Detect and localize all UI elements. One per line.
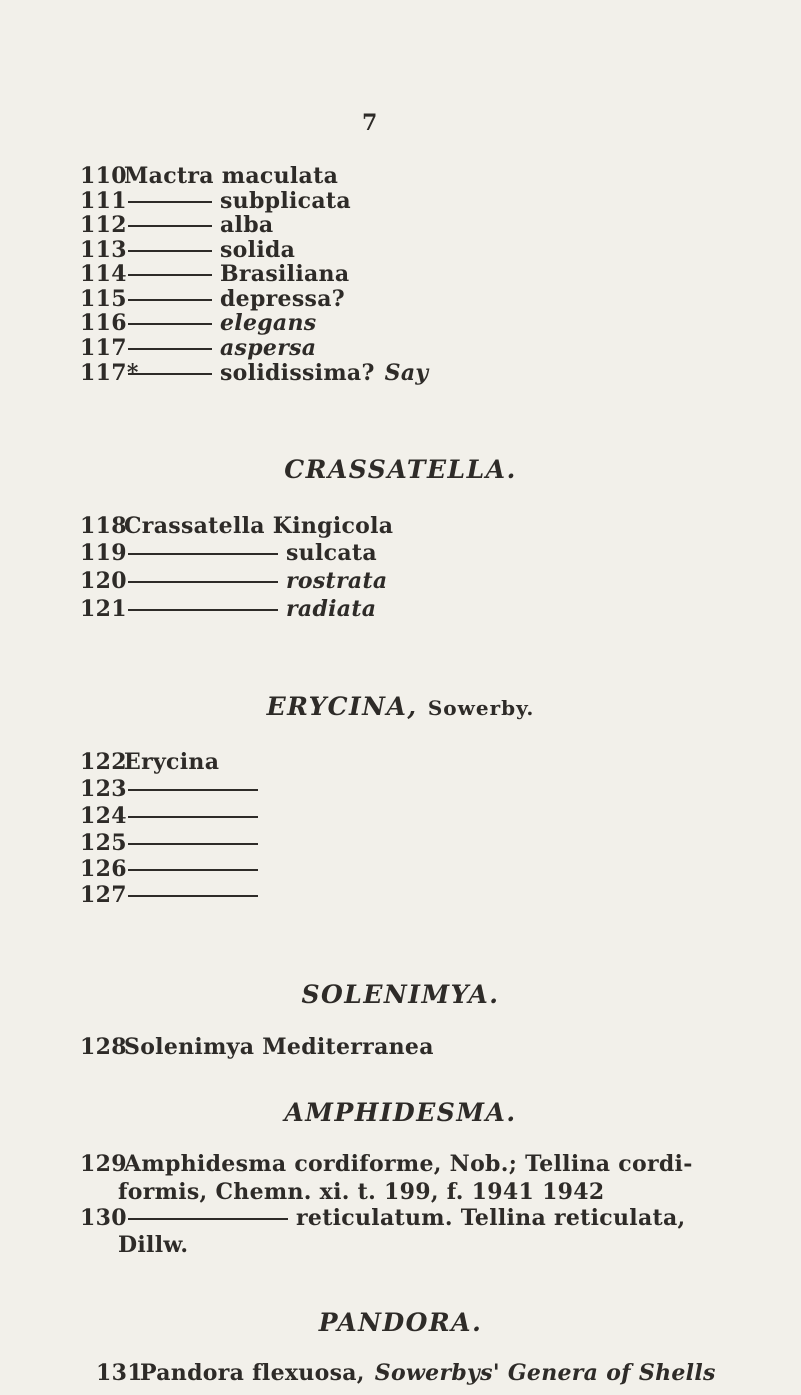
species-entry — [80, 214, 273, 236]
species-name: Solenimya Mediterranea — [124, 1034, 434, 1060]
ditto-dash — [128, 274, 212, 276]
genus-heading-erycina — [0, 694, 801, 719]
species-entry — [118, 1234, 188, 1256]
entry-number: 117 — [80, 335, 127, 361]
species-authority: Say — [384, 360, 429, 386]
entry-number: 130 — [80, 1205, 127, 1231]
entry-number: 122 — [80, 749, 127, 775]
entry-number: 129 — [80, 1151, 127, 1177]
species-authority: Sowerbys' Genera of Shells — [374, 1360, 716, 1386]
entry-number: 124 — [80, 803, 127, 829]
species-name: aspersa — [220, 335, 317, 361]
ditto-dash — [128, 348, 212, 350]
species-entry — [80, 312, 316, 334]
species-name: Amphidesma cordiforme, Nob.; Tellina cordi- — [124, 1151, 693, 1177]
species-name: sulcata — [286, 540, 377, 566]
entry-number: 127 — [80, 882, 127, 908]
species-name: solida — [220, 237, 296, 263]
species-entry — [80, 515, 393, 537]
entry-number: 128 — [80, 1034, 127, 1060]
entry-number: 110 — [80, 163, 127, 189]
ditto-dash — [128, 553, 278, 555]
species-entry — [80, 239, 295, 261]
entry-number: 123 — [80, 776, 127, 802]
species-entry — [80, 832, 266, 854]
species-entry — [80, 805, 266, 827]
species-entry — [80, 751, 219, 773]
species-name: depressa? — [220, 286, 345, 312]
page-number: 7 — [362, 110, 378, 136]
ditto-dash — [128, 581, 278, 583]
species-name: Crassatella Kingicola — [124, 513, 394, 539]
species-entry — [80, 598, 376, 620]
entry-number: 114 — [80, 261, 127, 287]
entry-number: 126 — [80, 856, 127, 882]
entry-number: 118 — [80, 513, 127, 539]
entry-number: 113 — [80, 237, 127, 263]
ditto-dash — [128, 843, 258, 845]
ditto-dash — [128, 201, 212, 203]
ditto-dash — [128, 789, 258, 791]
ditto-dash — [128, 299, 212, 301]
species-entry — [80, 1207, 685, 1229]
species-entry — [80, 263, 349, 285]
species-entry — [80, 1153, 693, 1175]
species-entry — [80, 778, 266, 800]
entry-number: 121 — [80, 596, 127, 622]
ditto-dash — [128, 869, 258, 871]
species-name: Dillw. — [118, 1232, 189, 1258]
species-name: Pandora flexuosa, — [140, 1360, 365, 1386]
genus-heading-erycina-title: ERYCINA, — [266, 692, 418, 721]
entry-number: 119 — [80, 540, 127, 566]
entry-number: 115 — [80, 286, 127, 312]
entry-number: 112 — [80, 212, 127, 238]
genus-heading-erycina-author: Sowerby. — [427, 696, 535, 720]
species-name: radiata — [286, 596, 377, 622]
species-entry — [80, 1036, 434, 1058]
species-name: Mactra maculata — [124, 163, 339, 189]
species-name: elegans — [220, 310, 317, 336]
genus-heading-crassatella: CRASSATELLA. — [284, 455, 517, 484]
ditto-dash — [128, 816, 258, 818]
genus-heading-solenimya: SOLENIMYA. — [301, 980, 500, 1009]
ditto-dash — [128, 895, 258, 897]
species-name: reticulatum. Tellina reticulata, — [296, 1205, 686, 1231]
species-name: solidissima? — [220, 360, 375, 386]
species-entry — [118, 1181, 605, 1203]
species-entry — [80, 337, 316, 359]
ditto-dash — [128, 373, 212, 375]
ditto-dash — [128, 1218, 288, 1220]
ditto-dash — [128, 225, 212, 227]
entry-number: 117* — [80, 360, 139, 386]
species-entry — [80, 858, 266, 880]
entry-number: 120 — [80, 568, 127, 594]
species-name: alba — [220, 212, 274, 238]
entry-number: 125 — [80, 830, 127, 856]
species-entry — [80, 362, 429, 384]
ditto-dash — [128, 250, 212, 252]
species-name: subplicata — [220, 188, 351, 214]
species-name: Brasiliana — [220, 261, 350, 287]
genus-heading-pandora: PANDORA. — [318, 1308, 483, 1337]
species-name: rostrata — [286, 568, 388, 594]
species-name: Erycina — [124, 749, 220, 775]
genus-heading-amphidesma: AMPHIDESMA. — [284, 1098, 517, 1127]
ditto-dash — [128, 323, 212, 325]
species-entry — [80, 884, 266, 906]
species-entry — [80, 190, 351, 212]
species-name: formis, Chemn. xi. t. 199, f. 1941 1942 — [118, 1179, 605, 1205]
species-entry — [80, 542, 377, 564]
species-entry — [96, 1362, 716, 1384]
entry-number: 111 — [80, 188, 127, 214]
entry-number: 131 — [96, 1360, 143, 1386]
species-entry — [80, 570, 387, 592]
entry-number: 116 — [80, 310, 127, 336]
species-entry — [80, 165, 338, 187]
ditto-dash — [128, 609, 278, 611]
species-entry — [80, 288, 345, 310]
